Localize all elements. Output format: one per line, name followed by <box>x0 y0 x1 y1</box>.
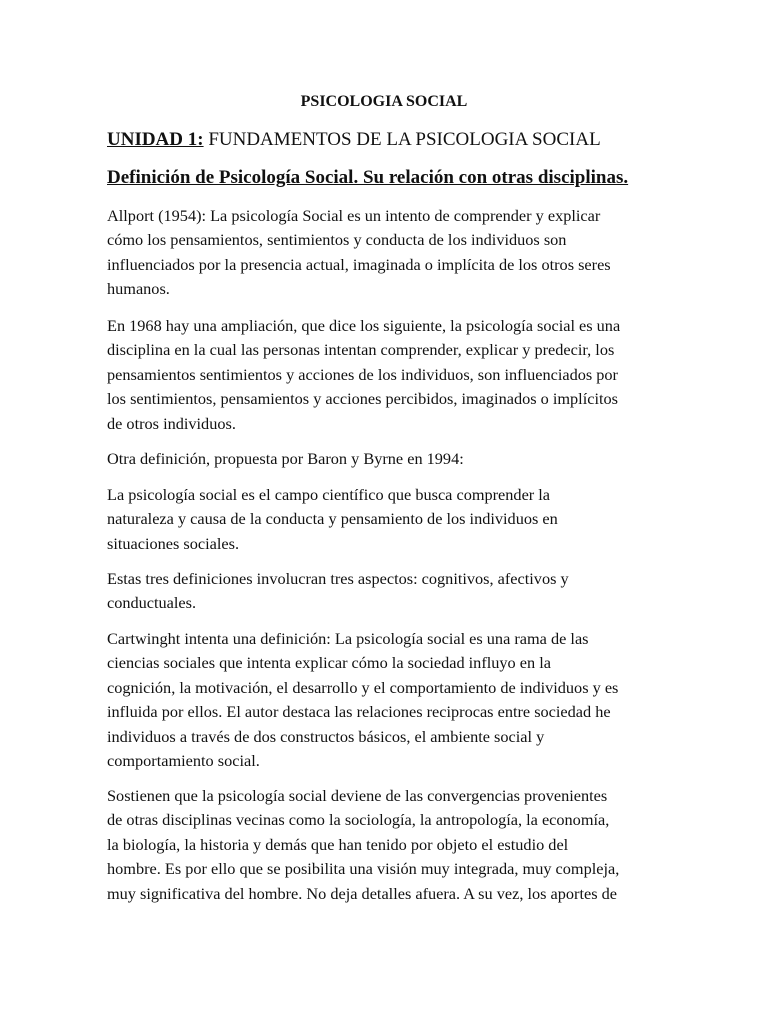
unit-heading <box>107 128 601 152</box>
paragraph-line: cómo los pensamientos, sentimientos y conducta de los individuos son <box>107 230 567 250</box>
paragraph-line: los sentimientos, pensamientos y acciones percibidos, imaginados o implícitos <box>107 389 618 409</box>
paragraph-line: naturaleza y causa de la conducta y pensamiento de los individuos en <box>107 509 558 529</box>
paragraph-line: hombre. Es por ello que se posibilita una visión muy integrada, muy compleja, <box>107 859 620 879</box>
paragraph-allport <box>107 204 667 302</box>
paragraph-line: situaciones sociales. <box>107 533 240 553</box>
paragraph-line: influida por ellos. El autor destaca las relaciones reciprocas entre sociedad he <box>107 702 611 722</box>
section-heading: Definición de Psicología Social. Su relación con otras disciplinas. <box>107 167 629 188</box>
paragraph-line: Allport (1954): La psicología Social es un intento de comprender y explicar <box>107 206 601 225</box>
paragraph-line: Estas tres definiciones involucran tres aspectos: cognitivos, afectivos y <box>107 569 569 588</box>
paragraph-line: influenciados por la presencia actual, imaginada o implícita de los otros seres <box>107 254 611 274</box>
paragraph-line: Sostienen que la psicología social deviene de las convergencias provenientes <box>107 786 608 805</box>
paragraph-line: de otros individuos. <box>107 413 236 433</box>
paragraph-line: La psicología social es el campo científico que busca comprender la <box>107 485 551 504</box>
paragraph-line: conductuales. <box>107 593 197 613</box>
paragraph-line: muy significativa del hombre. No deja detalles afuera. A su vez, los aportes de <box>107 883 617 903</box>
paragraph-line: ciencias sociales que intenta explicar cómo la sociedad influyo en la <box>107 653 551 673</box>
paragraph-line: comportamiento social. <box>107 751 260 771</box>
paragraph-line: cognición, la motivación, el desarrollo y el comportamiento de individuos y es <box>107 677 619 697</box>
paragraph-line: Cartwinght intenta una definición: La psicología social es una rama de las <box>107 629 589 648</box>
paragraph-line: la biología, la historia y demás que han tenido por objeto el estudio del <box>107 834 569 854</box>
paragraph-cartwinght <box>107 627 667 773</box>
paragraph-line: pensamientos sentimientos y acciones de los individuos, son influenciados por <box>107 364 618 384</box>
paragraph-line: Otra definición, propuesta por Baron y Byrne en 1994: <box>107 449 464 468</box>
paragraph-line: individuos a través de dos constructos básicos, el ambiente social y <box>107 726 545 746</box>
unit-label: UNIDAD 1: <box>107 129 204 150</box>
unit-text: FUNDAMENTOS DE LA PSICOLOGIA SOCIAL <box>203 129 601 150</box>
paragraph-line: de otras disciplinas vecinas como la sociología, la antropología, la economía, <box>107 810 610 830</box>
paragraph-three-aspects <box>107 567 667 616</box>
paragraph-line: En 1968 hay una ampliación, que dice los siguiente, la psicología social es una <box>107 316 621 335</box>
paragraph-baron-byrne-definition <box>107 483 667 556</box>
paragraph-line: disciplina en la cual las personas intentan comprender, explicar y predecir, los <box>107 340 615 360</box>
paragraph-line: humanos. <box>107 279 170 299</box>
paragraph-1968 <box>107 314 667 436</box>
paragraph-baron-byrne-intro <box>107 447 667 471</box>
paragraph-convergencias <box>107 784 667 906</box>
document-title: PSICOLOGIA SOCIAL <box>300 93 468 110</box>
